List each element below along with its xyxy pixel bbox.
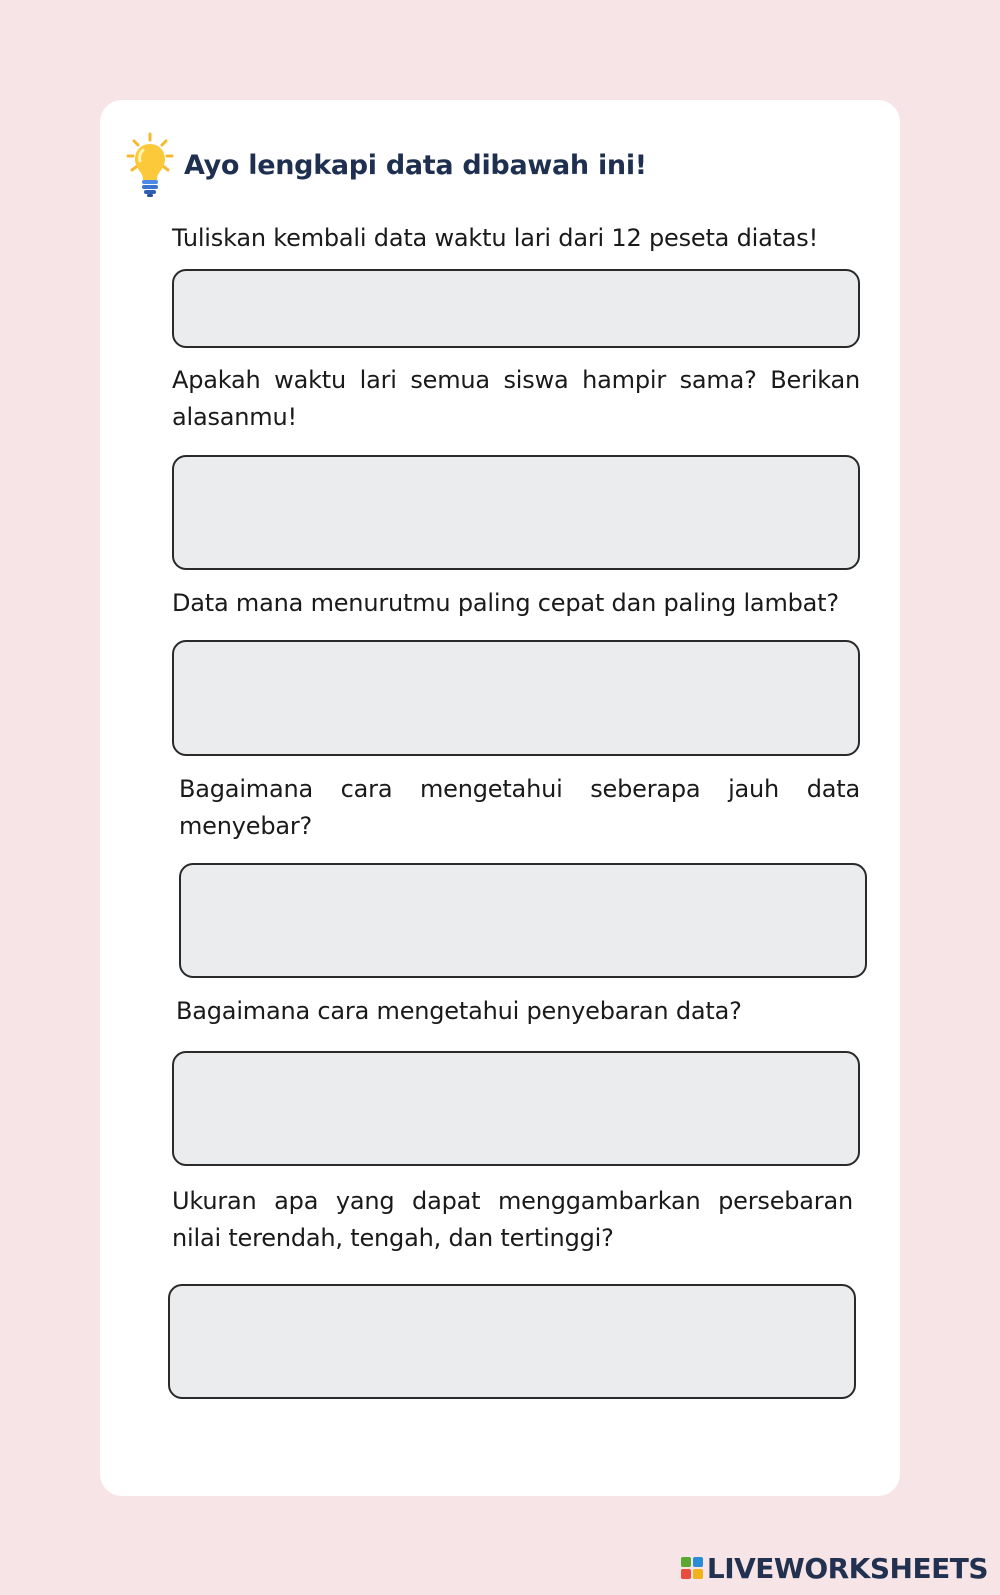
worksheet-card <box>100 100 900 1496</box>
logo-square-l <box>681 1557 691 1567</box>
answer-input-1[interactable] <box>172 269 860 348</box>
answer-input-2[interactable] <box>172 455 860 570</box>
question-3-text: Data mana menurutmu paling cepat dan paling lambat? <box>172 589 839 617</box>
logo-square-v <box>681 1569 691 1579</box>
answer-input-6[interactable] <box>168 1284 856 1399</box>
answer-input-4[interactable] <box>179 863 867 978</box>
worksheet-heading <box>126 132 647 198</box>
liveworksheets-logo[interactable] <box>681 1553 988 1583</box>
answer-input-5[interactable] <box>172 1051 860 1166</box>
answer-input-3[interactable] <box>172 640 860 756</box>
logo-square-i <box>693 1557 703 1567</box>
brand-name: LIVEWORKSHEETS <box>706 1551 988 1585</box>
logo-grid-icon <box>681 1557 703 1579</box>
question-6-text: Ukuran apa yang dapat menggambarkan persebaran nilai terendah, tengah, dan tertinggi? <box>172 1187 853 1252</box>
question-4-text: Bagaimana cara mengetahui seberapa jauh data menyebar? <box>179 775 860 840</box>
logo-square-e <box>693 1569 703 1579</box>
worksheet-title: Ayo lengkapi data dibawah ini! <box>184 149 647 181</box>
question-2-text: Apakah waktu lari semua siswa hampir sama? Berikan alasanmu! <box>172 366 860 431</box>
question-5-text: Bagaimana cara mengetahui penyebaran data? <box>176 997 742 1025</box>
light-bulb-icon <box>126 132 174 198</box>
question-1-text: Tuliskan kembali data waktu lari dari 12 peseta diatas! <box>172 224 819 252</box>
